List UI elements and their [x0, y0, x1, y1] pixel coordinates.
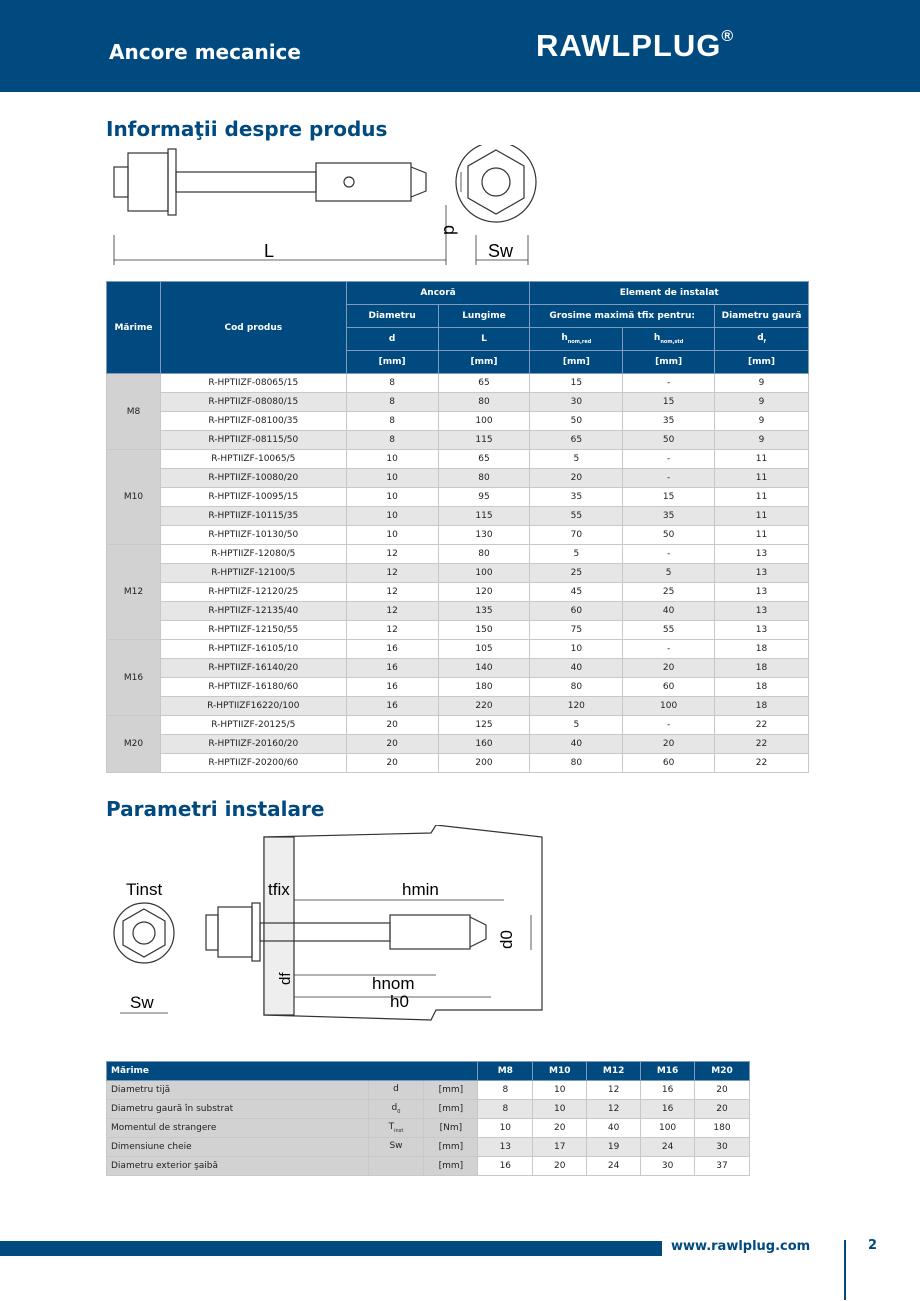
th-element: Element de instalat	[530, 282, 809, 305]
value-cell: 18	[715, 640, 809, 659]
website-link[interactable]: www.rawlplug.com	[671, 1239, 811, 1254]
product-code: R-HPTIIZF-10115/35	[160, 507, 346, 526]
table-row	[107, 1138, 750, 1157]
value-cell: 115	[438, 507, 530, 526]
value-cell: 12	[346, 602, 438, 621]
param-unit: [mm]	[424, 1138, 478, 1157]
th-unit: [mm]	[715, 351, 809, 374]
product-code: R-HPTIIZF-08065/15	[160, 374, 346, 393]
table-row	[107, 393, 809, 412]
product-code: R-HPTIIZF-10080/20	[160, 469, 346, 488]
value-cell: 130	[438, 526, 530, 545]
product-code: R-HPTIIZF16220/100	[160, 697, 346, 716]
value-cell: 180	[438, 678, 530, 697]
label-df: df	[277, 972, 294, 985]
value-cell: 18	[715, 659, 809, 678]
label-d0: d0	[497, 930, 516, 949]
section-title-product-info: Informaţii despre produs	[106, 117, 388, 141]
value-cell: 20	[533, 1119, 587, 1138]
value-cell: 100	[438, 564, 530, 583]
value-cell: 15	[623, 393, 715, 412]
value-cell: 16	[346, 640, 438, 659]
label-h0: h0	[390, 992, 409, 1011]
value-cell: 65	[438, 374, 530, 393]
value-cell: 35	[623, 507, 715, 526]
th-unit: [mm]	[530, 351, 623, 374]
product-code: R-HPTIIZF-12100/5	[160, 564, 346, 583]
value-cell: 15	[530, 374, 623, 393]
value-cell: 45	[530, 583, 623, 602]
value-cell: 30	[695, 1138, 750, 1157]
value-cell: 13	[715, 564, 809, 583]
value-cell: 40	[587, 1119, 641, 1138]
value-cell: 10	[346, 450, 438, 469]
value-cell: 20	[533, 1157, 587, 1176]
value-cell: 20	[695, 1100, 750, 1119]
label-hnom: hnom	[372, 974, 415, 993]
value-cell: 16	[346, 697, 438, 716]
param-unit: [mm]	[424, 1157, 478, 1176]
th-size-m12: M12	[587, 1062, 641, 1081]
value-cell: 22	[715, 735, 809, 754]
th-size: Mărime	[107, 1062, 478, 1081]
value-cell: 24	[641, 1138, 695, 1157]
product-code: R-HPTIIZF-08080/15	[160, 393, 346, 412]
size-cell: M20	[107, 716, 161, 773]
table-row	[107, 450, 809, 469]
value-cell: 8	[478, 1100, 533, 1119]
product-code: R-HPTIIZF-20160/20	[160, 735, 346, 754]
value-cell: -	[623, 545, 715, 564]
value-cell: 18	[715, 697, 809, 716]
value-cell: 37	[695, 1157, 750, 1176]
value-cell: 8	[478, 1081, 533, 1100]
value-cell: 22	[715, 716, 809, 735]
value-cell: 9	[715, 412, 809, 431]
product-code: R-HPTIIZF-16105/10	[160, 640, 346, 659]
param-symbol	[368, 1138, 424, 1157]
value-cell: 60	[623, 754, 715, 773]
table-row	[107, 545, 809, 564]
value-cell: 11	[715, 507, 809, 526]
product-code: R-HPTIIZF-12135/40	[160, 602, 346, 621]
value-cell: 10	[346, 488, 438, 507]
size-cell: M12	[107, 545, 161, 640]
table-row	[107, 412, 809, 431]
value-cell: 75	[530, 621, 623, 640]
value-cell: 180	[695, 1119, 750, 1138]
value-cell: 20	[623, 659, 715, 678]
value-cell: 35	[623, 412, 715, 431]
value-cell: 10	[346, 469, 438, 488]
label-L: L	[264, 241, 275, 261]
table-row	[107, 526, 809, 545]
label-Sw: Sw	[488, 241, 514, 261]
th-size-m8: M8	[478, 1062, 533, 1081]
value-cell: 115	[438, 431, 530, 450]
value-cell: 105	[438, 640, 530, 659]
value-cell: 13	[715, 602, 809, 621]
value-cell: 10	[530, 640, 623, 659]
table-row	[107, 469, 809, 488]
table-row	[107, 1119, 750, 1138]
product-code: R-HPTIIZF-10095/15	[160, 488, 346, 507]
param-unit: [Nm]	[424, 1119, 478, 1138]
value-cell: 11	[715, 450, 809, 469]
value-cell: 20	[346, 754, 438, 773]
table-row	[107, 488, 809, 507]
value-cell: 140	[438, 659, 530, 678]
page-number: 2	[868, 1238, 878, 1253]
table-row	[107, 754, 809, 773]
value-cell: 9	[715, 374, 809, 393]
value-cell: 25	[530, 564, 623, 583]
value-cell: 8	[346, 431, 438, 450]
value-cell: 30	[530, 393, 623, 412]
table-row	[107, 374, 809, 393]
product-table	[106, 281, 809, 773]
value-cell: 10	[346, 507, 438, 526]
label-tinst: Tinst	[126, 880, 163, 899]
value-cell: 10	[346, 526, 438, 545]
value-cell: 80	[438, 393, 530, 412]
table-row	[107, 1157, 750, 1176]
symbol-sub: inst	[394, 1127, 404, 1134]
th-unit: [mm]	[438, 351, 530, 374]
label-d: d	[440, 225, 460, 236]
table-row	[107, 735, 809, 754]
value-cell: 8	[346, 374, 438, 393]
value-cell: 12	[346, 621, 438, 640]
table-row	[107, 621, 809, 640]
value-cell: 10	[478, 1119, 533, 1138]
table-row	[107, 697, 809, 716]
th-diameter: Diametru	[346, 305, 438, 328]
param-symbol	[368, 1157, 424, 1176]
th-unit: [mm]	[623, 351, 715, 374]
value-cell: 11	[715, 526, 809, 545]
value-cell: 55	[530, 507, 623, 526]
value-cell: 60	[530, 602, 623, 621]
th-h-std: $h_{nom,std}$	[623, 328, 715, 351]
value-cell: 135	[438, 602, 530, 621]
value-cell: 80	[530, 678, 623, 697]
value-cell: 100	[641, 1119, 695, 1138]
value-cell: 120	[438, 583, 530, 602]
th-anchor: Ancoră	[346, 282, 530, 305]
param-symbol	[368, 1119, 424, 1138]
value-cell: 80	[530, 754, 623, 773]
table-row	[107, 583, 809, 602]
value-cell: 30	[641, 1157, 695, 1176]
th-L: L	[438, 328, 530, 351]
value-cell: 55	[623, 621, 715, 640]
value-cell: 17	[533, 1138, 587, 1157]
table-row	[107, 1100, 750, 1119]
value-cell: 50	[623, 526, 715, 545]
value-cell: 20	[695, 1081, 750, 1100]
value-cell: 65	[438, 450, 530, 469]
value-cell: 80	[438, 469, 530, 488]
value-cell: 120	[530, 697, 623, 716]
product-code: R-HPTIIZF-12150/55	[160, 621, 346, 640]
table-row	[107, 678, 809, 697]
table-row	[107, 1081, 750, 1100]
table-row	[107, 716, 809, 735]
value-cell: 20	[530, 469, 623, 488]
value-cell: 12	[587, 1081, 641, 1100]
value-cell: 160	[438, 735, 530, 754]
param-label: Diametru tijă	[107, 1081, 369, 1100]
symbol: d	[393, 1084, 399, 1095]
product-code: R-HPTIIZF-10065/5	[160, 450, 346, 469]
product-code: R-HPTIIZF-12120/25	[160, 583, 346, 602]
th-d: d	[346, 328, 438, 351]
value-cell: 65	[530, 431, 623, 450]
value-cell: 16	[641, 1081, 695, 1100]
value-cell: 125	[438, 716, 530, 735]
footer-divider	[844, 1240, 846, 1300]
product-code: R-HPTIIZF-16180/60	[160, 678, 346, 697]
th-unit: [mm]	[346, 351, 438, 374]
size-cell: M16	[107, 640, 161, 716]
value-cell: -	[623, 450, 715, 469]
value-cell: 8	[346, 393, 438, 412]
th-code: Cod produs	[160, 282, 346, 374]
value-cell: 35	[530, 488, 623, 507]
rawlplug-logo: RAWLPLUG®	[536, 28, 735, 63]
value-cell: -	[623, 716, 715, 735]
value-cell: 13	[715, 545, 809, 564]
value-cell: 16	[478, 1157, 533, 1176]
param-label: Diametru gaură în substrat	[107, 1100, 369, 1119]
value-cell: 10	[533, 1100, 587, 1119]
symbol-sub: 0	[397, 1108, 401, 1115]
product-code: R-HPTIIZF-20200/60	[160, 754, 346, 773]
install-params-table	[106, 1061, 750, 1176]
value-cell: 220	[438, 697, 530, 716]
label-tfix: tfix	[268, 880, 290, 899]
value-cell: 11	[715, 469, 809, 488]
param-label: Dimensiune cheie	[107, 1138, 369, 1157]
product-code: R-HPTIIZF-12080/5	[160, 545, 346, 564]
footer-bar	[0, 1241, 662, 1256]
value-cell: 9	[715, 393, 809, 412]
value-cell: 100	[438, 412, 530, 431]
th-size-m16: M16	[641, 1062, 695, 1081]
product-code: R-HPTIIZF-16140/20	[160, 659, 346, 678]
product-code: R-HPTIIZF-10130/50	[160, 526, 346, 545]
value-cell: 16	[346, 678, 438, 697]
value-cell: 13	[478, 1138, 533, 1157]
symbol: d	[391, 1103, 398, 1114]
value-cell: 20	[623, 735, 715, 754]
value-cell: 20	[346, 735, 438, 754]
value-cell: 70	[530, 526, 623, 545]
value-cell: 200	[438, 754, 530, 773]
th-df: $d_f$	[715, 328, 809, 351]
product-code: R-HPTIIZF-08100/35	[160, 412, 346, 431]
param-label: Momentul de strangere	[107, 1119, 369, 1138]
value-cell: 20	[346, 716, 438, 735]
value-cell: 100	[623, 697, 715, 716]
param-label: Diametru exterior şaibă	[107, 1157, 369, 1176]
size-cell: M8	[107, 374, 161, 450]
value-cell: 50	[530, 412, 623, 431]
th-size-m10: M10	[533, 1062, 587, 1081]
value-cell: 15	[623, 488, 715, 507]
value-cell: 40	[623, 602, 715, 621]
param-unit: [mm]	[424, 1081, 478, 1100]
th-size: Mărime	[107, 282, 161, 374]
value-cell: 5	[530, 545, 623, 564]
anchor-dimension-diagram	[106, 145, 556, 270]
value-cell: 22	[715, 754, 809, 773]
th-h-red: $h_{nom,red}$	[530, 328, 623, 351]
installation-diagram	[106, 825, 546, 1025]
value-cell: 10	[533, 1081, 587, 1100]
label-sw: Sw	[130, 993, 154, 1012]
value-cell: 60	[623, 678, 715, 697]
value-cell: 16	[641, 1100, 695, 1119]
th-max-thickness: Grosime maximă tfix pentru:	[530, 305, 715, 328]
table-row	[107, 602, 809, 621]
symbol: T	[388, 1122, 395, 1133]
value-cell: 95	[438, 488, 530, 507]
value-cell: 40	[530, 735, 623, 754]
table-row	[107, 640, 809, 659]
value-cell: 50	[623, 431, 715, 450]
value-cell: 16	[346, 659, 438, 678]
value-cell: 13	[715, 621, 809, 640]
value-cell: 19	[587, 1138, 641, 1157]
value-cell: -	[623, 469, 715, 488]
th-size-m20: M20	[695, 1062, 750, 1081]
value-cell: -	[623, 374, 715, 393]
table-row	[107, 507, 809, 526]
label-hmin: hmin	[402, 880, 439, 899]
param-symbol	[368, 1081, 424, 1100]
value-cell: 5	[530, 716, 623, 735]
value-cell: -	[623, 640, 715, 659]
product-code: R-HPTIIZF-20125/5	[160, 716, 346, 735]
table-row	[107, 659, 809, 678]
value-cell: 12	[346, 583, 438, 602]
param-symbol	[368, 1100, 424, 1119]
value-cell: 12	[346, 545, 438, 564]
value-cell: 11	[715, 488, 809, 507]
param-unit: [mm]	[424, 1100, 478, 1119]
th-hole-diameter: Diametru gaură	[715, 305, 809, 328]
value-cell: 18	[715, 678, 809, 697]
value-cell: 8	[346, 412, 438, 431]
size-cell: M10	[107, 450, 161, 545]
value-cell: 24	[587, 1157, 641, 1176]
value-cell: 12	[346, 564, 438, 583]
value-cell: 40	[530, 659, 623, 678]
value-cell: 5	[530, 450, 623, 469]
section-title-install-params: Parametri instalare	[106, 797, 325, 821]
value-cell: 25	[623, 583, 715, 602]
value-cell: 80	[438, 545, 530, 564]
value-cell: 150	[438, 621, 530, 640]
table-row	[107, 564, 809, 583]
value-cell: 5	[623, 564, 715, 583]
table-row	[107, 431, 809, 450]
th-length: Lungime	[438, 305, 530, 328]
category-title: Ancore mecanice	[109, 40, 301, 64]
value-cell: 13	[715, 583, 809, 602]
value-cell: 12	[587, 1100, 641, 1119]
value-cell: 9	[715, 431, 809, 450]
product-code: R-HPTIIZF-08115/50	[160, 431, 346, 450]
symbol: Sw	[389, 1141, 403, 1152]
